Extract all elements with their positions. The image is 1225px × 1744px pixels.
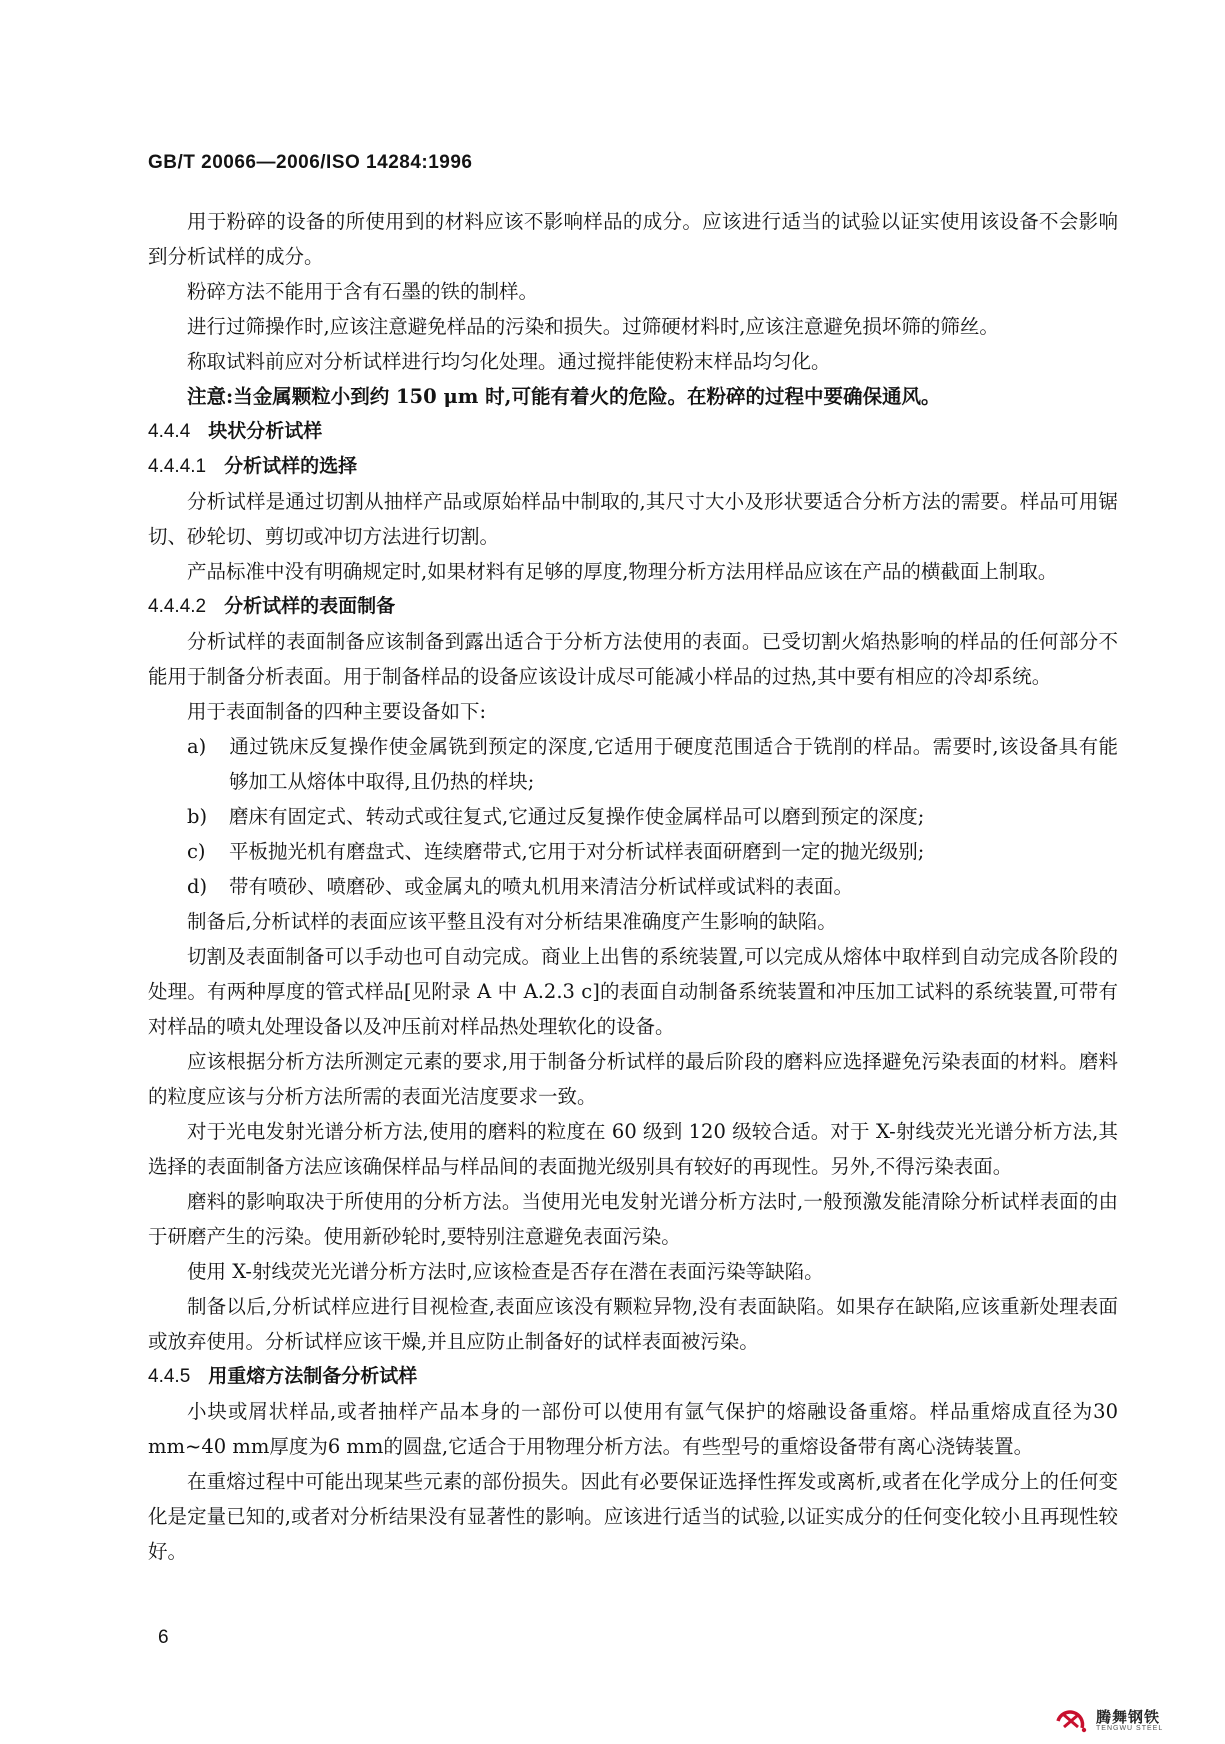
- section-heading-4-4-4-1: [148, 449, 1118, 484]
- page-number: 6: [158, 1627, 169, 1648]
- list-item: [187, 834, 1118, 869]
- list-text: 平板抛光机有磨盘式、连续磨带式,它用于对分析试样表面研磨到一定的抛光级别;: [229, 840, 925, 863]
- paragraph: 用于粉碎的设备的所使用到的材料应该不影响样品的成分。应该进行适当的试验以证实使用该设备不会影响到分析试样的成分。: [148, 210, 1118, 268]
- list-item: [187, 869, 1118, 904]
- section-number: 4.4.4: [148, 421, 191, 442]
- paragraph: 产品标准中没有明确规定时,如果材料有足够的厚度,物理分析方法用样品应该在产品的横截面上制取。: [187, 560, 1058, 583]
- section-title: 块状分析试样: [208, 421, 323, 442]
- section-heading-4-4-5: [148, 1359, 1118, 1394]
- paragraph: 用于表面制备的四种主要设备如下:: [187, 700, 487, 723]
- paragraph: 分析试样的表面制备应该制备到露出适合于分析方法使用的表面。已受切割火焰热影响的样品的任何部分不能用于制备分析表面。用于制备样品的设备应该设计成尽可能减小样品的过热,其中要有相应的冷却系统。: [148, 630, 1118, 688]
- logo-chinese-name: 腾舞钢铁: [1096, 1708, 1161, 1726]
- section-heading-4-4-4-2: [148, 589, 1118, 624]
- section-number: 4.4.5: [148, 1366, 191, 1387]
- logo-english-name: TENGWU STEEL: [1096, 1725, 1164, 1732]
- paragraph: 对于光电发射光谱分析方法,使用的磨料的粒度在 60 级到 120 级较合适。对于 X-射线荧光光谱分析方法,其选择的表面制备方法应该确保样品与样品间的表面抛光级别具有较好的再现性。另外,不得污染表面。: [148, 1120, 1118, 1178]
- watermark-logo: [1052, 1706, 1163, 1736]
- list-item: [187, 729, 1118, 799]
- list-text: 通过铣床反复操作使金属铣到预定的深度,它适用于硬度范围适合于铣削的样品。需要时,该设备具有能够加工从熔体中取得,且仍热的样块;: [229, 735, 1118, 793]
- paragraph: 分析试样是通过切割从抽样产品或原始样品中制取的,其尺寸大小及形状要适合分析方法的需要。样品可用锯切、砂轮切、剪切或冲切方法进行切割。: [148, 490, 1118, 548]
- list-text: 带有喷砂、喷磨砂、或金属丸的喷丸机用来清洁分析试样或试料的表面。: [229, 875, 854, 898]
- paragraph: 切割及表面制备可以手动也可自动完成。商业上出售的系统装置,可以完成从熔体中取样到自动完成各阶段的处理。有两种厚度的管式样品[见附录 A 中 A.2.3 c]的表面自动制备系统装置和冲压加工试料的系统装置,可带有对样品的喷丸处理设备以及冲压前对样品热处理软化的设备。: [148, 945, 1118, 1038]
- list-label: c): [187, 840, 206, 863]
- section-title: 分析试样的表面制备: [224, 596, 396, 617]
- safety-note: 注意:当金属颗粒小到约 150 μm 时,可能有着火的危险。在粉碎的过程中要确保通风。: [187, 385, 941, 408]
- paragraph: 制备后,分析试样的表面应该平整且没有对分析结果准确度产生影响的缺陷。: [187, 910, 837, 933]
- paragraph: 磨料的影响取决于所使用的分析方法。当使用光电发射光谱分析方法时,一般预激发能清除分析试样表面的由于研磨产生的污染。使用新砂轮时,要特别注意避免表面污染。: [148, 1190, 1118, 1248]
- list-label: a): [187, 735, 207, 758]
- list-label: b): [187, 805, 208, 828]
- paragraph: 小块或屑状样品,或者抽样产品本身的一部份可以使用有氩气保护的熔融设备重熔。样品重熔成直径为30 mm~40 mm厚度为6 mm的圆盘,它适合于用物理分析方法。有些型号的重熔设备带有离心浇铸装置。: [148, 1400, 1118, 1458]
- section-number: 4.4.4.1: [148, 456, 207, 477]
- paragraph: 进行过筛操作时,应该注意避免样品的污染和损失。过筛硬材料时,应该注意避免损坏筛的筛丝。: [187, 315, 999, 338]
- list-item: [187, 799, 1118, 834]
- list-label: d): [187, 875, 208, 898]
- paragraph: 应该根据分析方法所测定元素的要求,用于制备分析试样的最后阶段的磨料应选择避免污染表面的材料。磨料的粒度应该与分析方法所需的表面光洁度要求一致。: [148, 1050, 1118, 1108]
- section-title: 分析试样的选择: [224, 456, 358, 477]
- paragraph: 在重熔过程中可能出现某些元素的部份损失。因此有必要保证选择性挥发或离析,或者在化学成分上的任何变化是定量已知的,或者对分析结果没有显著性的影响。应该进行适当的试验,以证实成分的任何变化较小且再现性较好。: [148, 1470, 1118, 1563]
- paragraph: 粉碎方法不能用于含有石墨的铁的制样。: [187, 280, 539, 303]
- document-body: [148, 204, 1118, 1569]
- section-title: 用重熔方法制备分析试样: [208, 1366, 418, 1387]
- logo-text: [1096, 1710, 1163, 1732]
- tengwu-logo-icon: [1052, 1706, 1092, 1736]
- paragraph: 制备以后,分析试样应进行目视检查,表面应该没有颗粒异物,没有表面缺陷。如果存在缺陷,应该重新处理表面或放弃使用。分析试样应该干燥,并且应防止制备好的试样表面被污染。: [148, 1295, 1118, 1353]
- section-number: 4.4.4.2: [148, 596, 207, 617]
- section-heading-4-4-4: [148, 414, 1118, 449]
- standard-code-header: GB/T 20066—2006/ISO 14284:1996: [148, 152, 473, 173]
- paragraph: 称取试料前应对分析试样进行均匀化处理。通过搅拌能使粉末样品均匀化。: [187, 350, 831, 373]
- list-text: 磨床有固定式、转动式或往复式,它通过反复操作使金属样品可以磨到预定的深度;: [229, 805, 925, 828]
- paragraph: 使用 X-射线荧光光谱分析方法时,应该检查是否存在潜在表面污染等缺陷。: [187, 1260, 824, 1283]
